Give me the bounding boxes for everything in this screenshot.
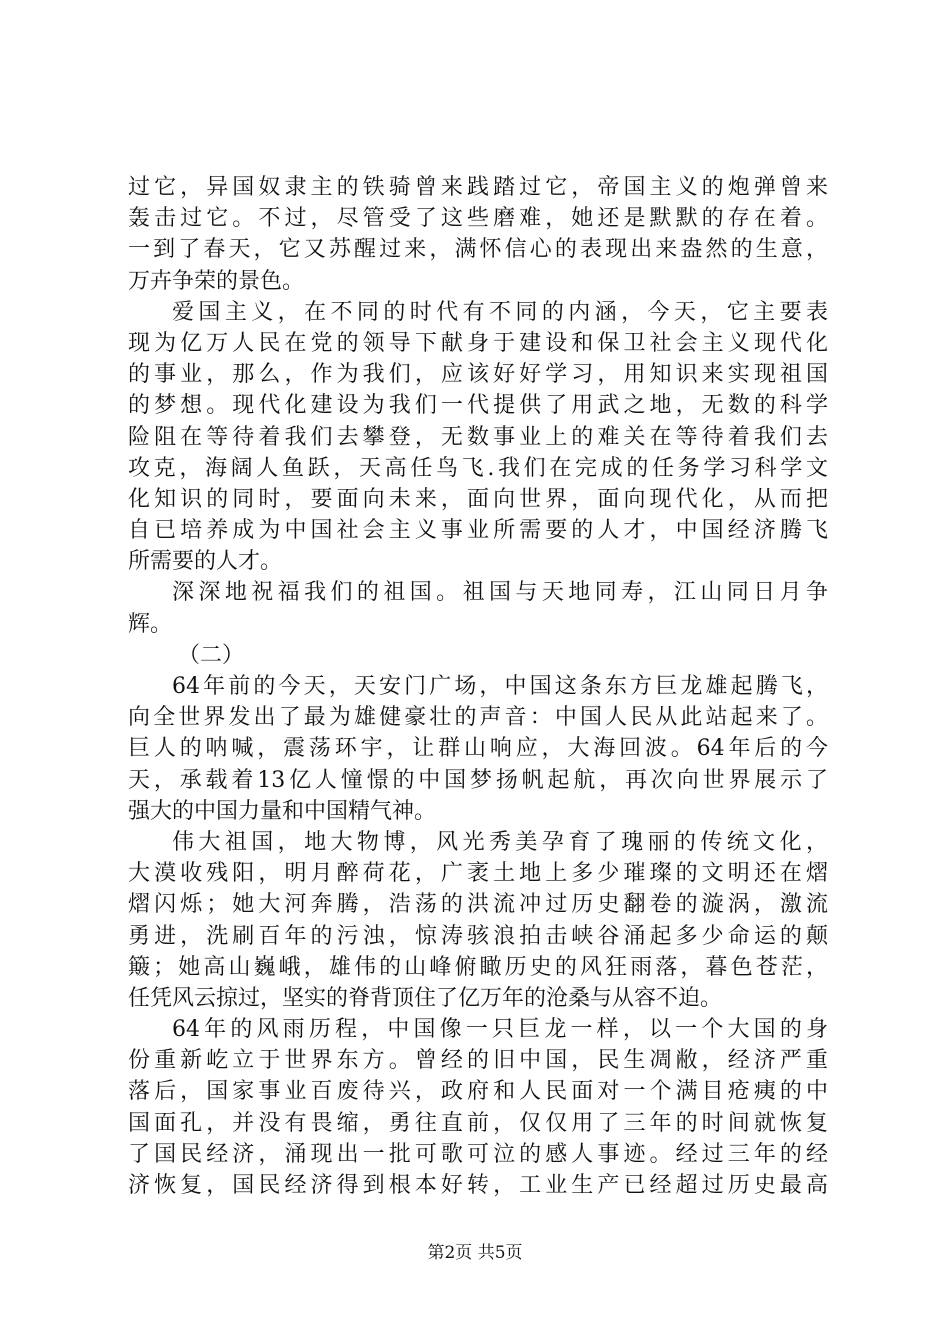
text-line: 份重新屹立于世界东方。曾经的旧中国，民生凋敝，经济严重 [128,1048,828,1074]
text-line: 的事业，那么，作为我们，应该好好学习，用知识来实现祖国 [128,362,828,388]
text-line: 巨人的呐喊，震荡环宇，让群山响应，大海回波。64年后的今 [128,736,828,762]
paragraph [128,577,828,639]
text-line: 勇进，洗刷百年的污浊，惊涛骇浪拍击峡谷涌起多少命运的颠 [128,923,828,949]
text-line: 大漠收残阳，明月醉荷花，广袤土地上多少璀璨的文明还在熠 [128,861,828,887]
text-line: 自已培养成为中国社会主义事业所需要的人才，中国经济腾飞 [128,518,828,544]
text-line: 伟大祖国，地大物博，风光秀美孕育了瑰丽的传统文化， [172,829,828,855]
page-number-label: 第2页 共5页 [427,1243,523,1263]
text-line: 强大的中国力量和中国精气神。 [128,798,437,824]
text-line: 攻克，海阔人鱼跃，天高任鸟飞.我们在完成的任务学习科学文 [128,455,828,481]
text-line: 辉。 [128,611,173,637]
text-line: 深深地祝福我们的祖国。祖国与天地同寿，江山同日月争 [172,580,828,606]
text-line: 64年前的今天，天安门广场，中国这条东方巨龙雄起腾飞， [172,674,828,699]
text-line: 的梦想。现代化建设为我们一代提供了用武之地，无数的科学 [128,393,828,419]
text-line: 济恢复，国民经济得到根本好转，工业生产已经超过历史最高 [128,1173,828,1198]
text-line: 了国民经济，涌现出一批可歌可泣的感人事迹。经过三年的经 [128,1141,828,1167]
text-line: 爱国主义，在不同的时代有不同的内涵，今天，它主要表 [172,299,828,325]
section-heading-text: （二） [178,642,245,668]
section-heading [128,640,828,671]
paragraph [128,297,828,578]
text-line: 64年的风雨历程，中国像一只巨龙一样，以一个大国的身 [172,1017,828,1043]
text-line: 熠闪烁；她大河奔腾，浩荡的洪流冲过历史翻卷的漩涡，激流 [128,892,828,918]
text-line: 向全世界发出了最为雄健豪壮的声音：中国人民从此站起来了。 [128,705,828,731]
text-line: 天，承载着13亿人憧憬的中国梦扬帆起航，再次向世界展示了 [128,767,828,793]
text-line: 险阻在等待着我们去攀登，无数事业上的难关在等待着我们去 [128,424,828,450]
text-line: 国面孔，并没有畏缩，勇往直前，仅仅用了三年的时间就恢复 [128,1110,828,1136]
text-line: 一到了春天，它又苏醒过来，满怀信心的表现出来盎然的生意， [128,237,828,263]
text-line: 现为亿万人民在党的领导下献身于建设和保卫社会主义现代化 [128,330,828,356]
text-line: 所需要的人才。 [128,549,283,575]
text-line: 落后，国家事业百废待兴，政府和人民面对一个满目疮痍的中 [128,1079,828,1105]
paragraph [128,671,828,827]
body-text [128,172,828,1201]
paragraph [128,1014,828,1201]
text-line: 任凭风云掠过，坚实的脊背顶住了亿万年的沧桑与从容不迫。 [128,985,723,1011]
page-footer [0,1243,950,1263]
paragraph [128,172,828,297]
paragraph [128,827,828,1014]
text-line: 化知识的同时，要面向未来，面向世界，面向现代化，从而把 [128,486,828,512]
text-line: 万卉争荣的景色。 [128,268,305,294]
text-line: 过它，异国奴隶主的铁骑曾来践踏过它，帝国主义的炮弹曾来 [128,175,828,200]
text-line: 轰击过它。不过，尽管受了这些磨难，她还是默默的存在着。 [128,206,828,232]
text-line: 簸；她高山巍峨，雄伟的山峰俯瞰历史的风狂雨落，暮色苍茫， [128,954,828,980]
